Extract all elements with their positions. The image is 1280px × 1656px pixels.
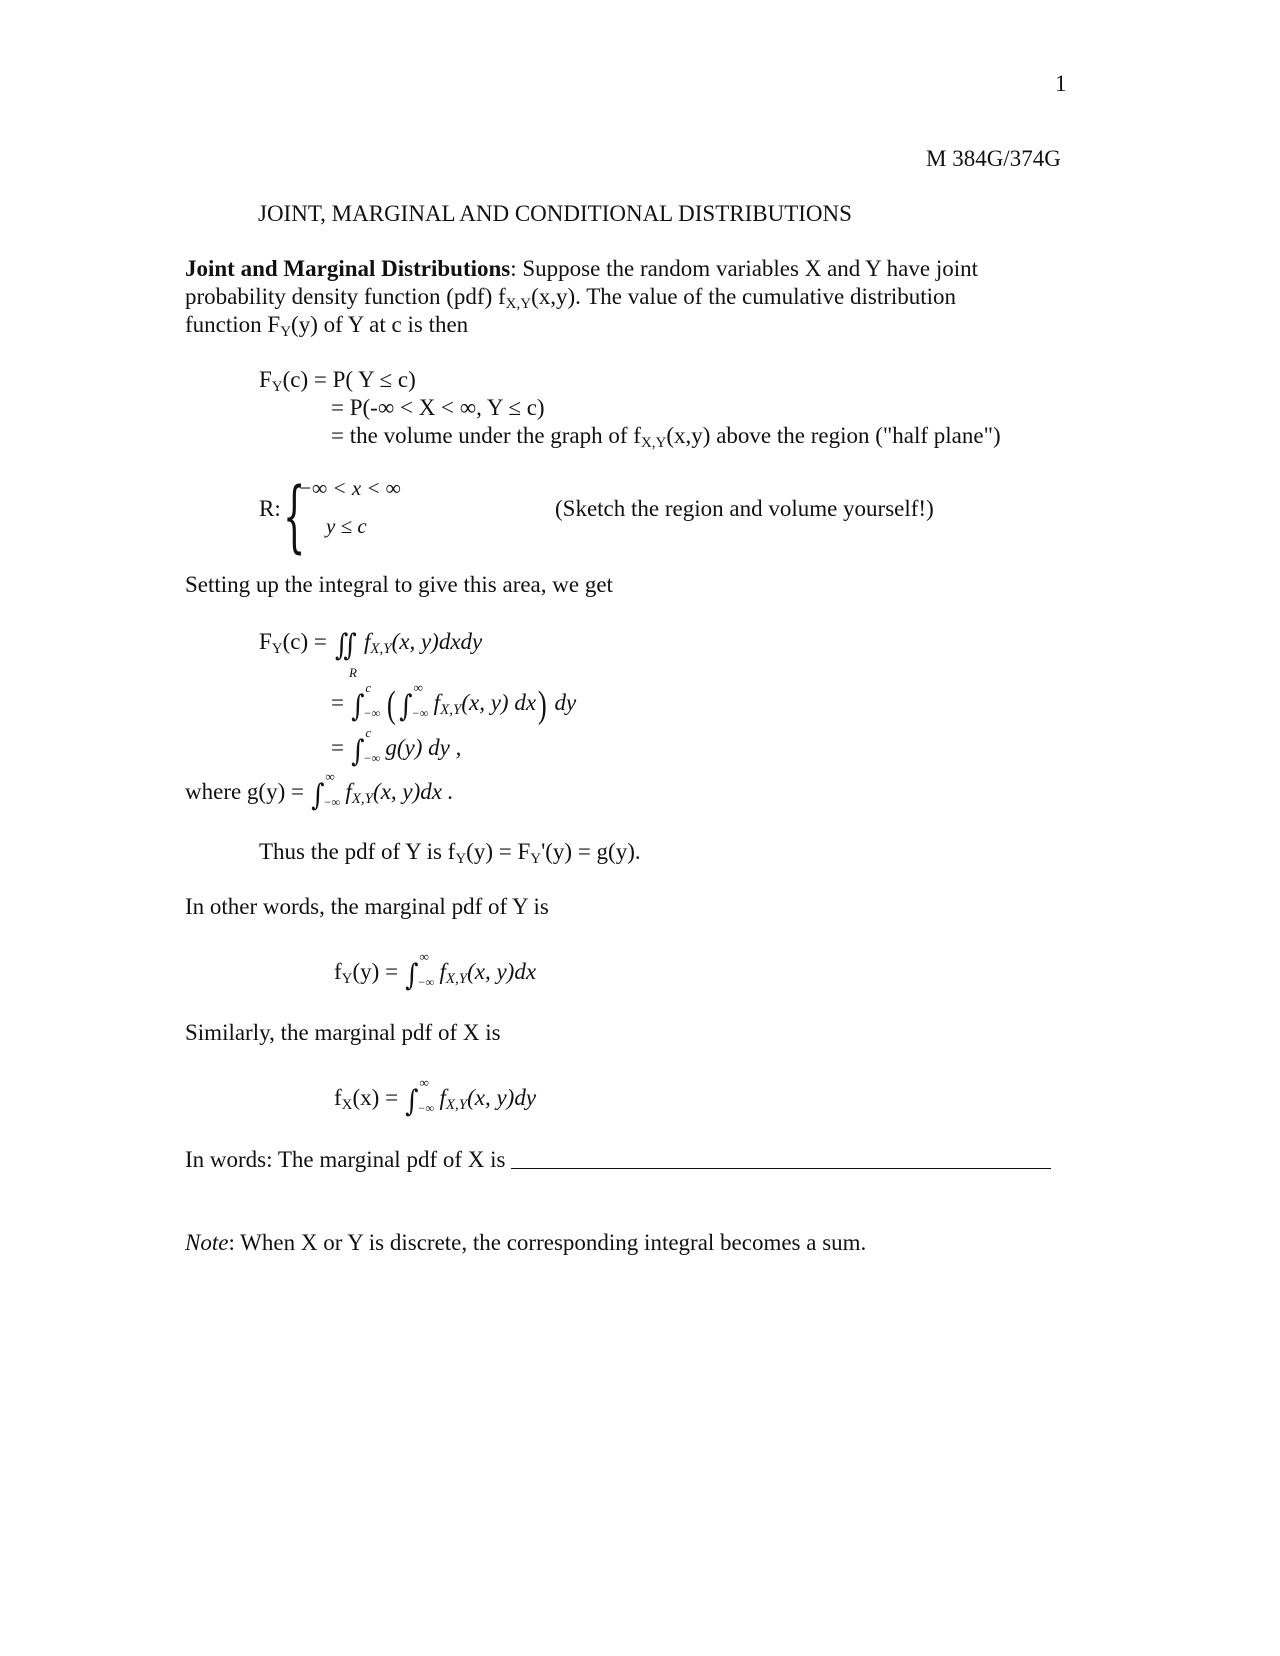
page-title: JOINT, MARGINAL AND CONDITIONAL DISTRIBUTIONS: [258, 201, 852, 226]
right-paren-icon: ): [537, 684, 547, 726]
cdf-line-2: = P(-∞ < X < ∞, Y ≤ c): [331, 395, 545, 420]
in-words-line: In words: The marginal pdf of X is: [185, 1148, 1051, 1171]
sketch-note: (Sketch the region and volume yourself!): [555, 496, 934, 521]
note-label: Note: [185, 1230, 229, 1255]
course-code: M 384G/374G: [926, 146, 1061, 171]
marginal-y-formula: $f_Y(y)$ = ∫ ∞ −∞ $f_{X,Y}(x$, y)dx: [334, 948, 537, 993]
intro-line-1: Joint and Marginal Distributions: Suppose the random variables X and Y have joint: [185, 256, 979, 281]
region-condition-y: y ≤ c: [326, 514, 367, 538]
region-label: R:: [259, 496, 281, 521]
derivation-line-1: $F_Y(c)$ = ∬ $f_{X,Y}(x$, y)dxdy: [259, 628, 483, 663]
answer-blank[interactable]: [511, 1150, 1051, 1169]
setup-text: Setting up the integral to give this area, we get: [185, 572, 613, 597]
similarly-text: Similarly, the marginal pdf of X is: [185, 1020, 501, 1045]
double-integral-icon: ∬: [334, 628, 357, 663]
integral-icon: ∫: [404, 958, 419, 993]
marginal-x-formula: $f_X(x)$ = ∫ ∞ −∞ $f_{X,Y}(x$, y)dy: [334, 1074, 537, 1119]
where-line: where g(y) = ∫ ∞ −∞ $f_{X,Y}(x$, y)dx .: [185, 768, 454, 813]
cdf-line-1: $F_Y(c) = P$( Y ≤ c): [259, 367, 416, 395]
thus-line: Thus the pdf of Y is $f_Y(y) = F_Y'(y) = g(y)$.: [259, 839, 641, 867]
integral-icon: ∫: [399, 689, 413, 724]
double-integral-region: R: [349, 665, 357, 680]
derivation-line-3: = ∫ c −∞ g(y) dy ,: [331, 724, 462, 769]
left-brace-icon: {: [283, 472, 306, 562]
intro-line-3: function $F_Y(y)$ of Y at c is then: [185, 312, 469, 340]
integral-icon: ∫: [350, 689, 365, 724]
integral-icon: ∫: [310, 778, 325, 813]
region-condition-x: −∞ < x < ∞: [298, 476, 401, 500]
integral-icon: ∫: [350, 734, 365, 769]
section-heading: Joint and Marginal Distributions: [185, 256, 511, 281]
derivation-line-2: = ∫ c −∞ ( ∫ ∞ −∞ $f_{X,Y}(x$, y) dx) dy: [331, 679, 577, 726]
note-line: Note: When X or Y is discrete, the corresponding integral becomes a sum.: [185, 1230, 867, 1255]
other-words-text: In other words, the marginal pdf of Y is: [185, 894, 549, 919]
page-number: 1: [1055, 71, 1067, 96]
cdf-line-3: = the volume under the graph of $f_{X,Y}(x,y)$ above the region ("half plane"): [331, 423, 1001, 451]
left-paren-icon: (: [387, 684, 397, 726]
integral-icon: ∫: [404, 1084, 419, 1119]
intro-line-2: probability density function (pdf) $f_{X,Y}(x,y)$. The value of the cumulative distribution: [185, 284, 957, 312]
